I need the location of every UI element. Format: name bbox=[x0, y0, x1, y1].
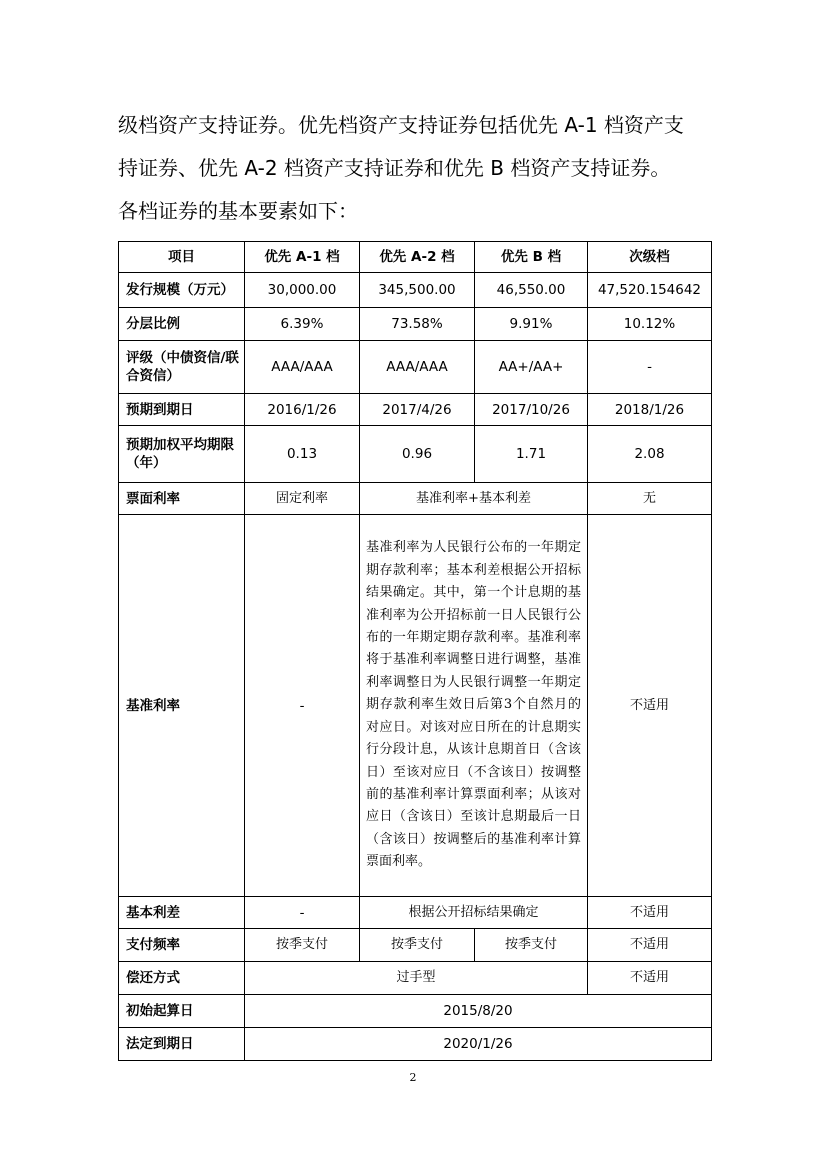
header-subordinated: 次级档 bbox=[588, 242, 712, 273]
header-senior-a1: 优先 A-1 档 bbox=[245, 242, 360, 273]
cell-sub: 10.12% bbox=[588, 308, 712, 341]
row-label: 评级（中债资信/联合资信） bbox=[119, 341, 245, 394]
cell-sub: 2018/1/26 bbox=[588, 394, 712, 426]
cell-a1: 按季支付 bbox=[245, 929, 360, 962]
cell-sub: 2.08 bbox=[588, 426, 712, 483]
cell-a2: 2017/4/26 bbox=[360, 394, 475, 426]
table-row-legal-maturity bbox=[119, 1028, 712, 1061]
table-row-tranche-ratio bbox=[119, 308, 712, 341]
cell-a2-b: 基准利率为人民银行公布的一年期定期存款利率；基本利差根据公开招标结果确定。其中，第一个计息期的基准利率为公开招标前一日人民银行公布的一年期定期存款利率。基准利率将于基准利率调整日进行调整，基准利率调整日为人民银行调整一年期定期存款利率生效日后第3个自然月的对应日。对该对应日所在的计息期实行分段计息，从该计息期首日（含该日）至该对应日（不含该日）按调整前的基准利率计算票面利率；从该对应日（含该日）至该计息期最后一日（含该日）按调整后的基准利率计算票面利率。 bbox=[360, 515, 588, 897]
cell-b: 46,550.00 bbox=[475, 273, 588, 308]
table-row-expected-maturity bbox=[119, 394, 712, 426]
header-senior-a2: 优先 A-2 档 bbox=[360, 242, 475, 273]
cell-b: 9.91% bbox=[475, 308, 588, 341]
row-label: 初始起算日 bbox=[119, 995, 245, 1028]
cell-value: 2020/1/26 bbox=[245, 1028, 712, 1061]
intro-line-3: 各档证券的基本要素如下： bbox=[118, 199, 358, 223]
cell-a2: AAA/AAA bbox=[360, 341, 475, 394]
header-senior-b: 优先 B 档 bbox=[475, 242, 588, 273]
cell-a1: AAA/AAA bbox=[245, 341, 360, 394]
tranche-spec-table bbox=[118, 241, 712, 1061]
cell-sub: - bbox=[588, 341, 712, 394]
cell-sub: 不适用 bbox=[588, 897, 712, 929]
row-label: 分层比例 bbox=[119, 308, 245, 341]
cell-a1: 0.13 bbox=[245, 426, 360, 483]
cell-sub: 无 bbox=[588, 483, 712, 515]
row-label: 偿还方式 bbox=[119, 962, 245, 995]
row-label: 基准利率 bbox=[119, 515, 245, 897]
cell-b: 1.71 bbox=[475, 426, 588, 483]
intro-line-2: 持证券、优先 A-2 档资产支持证券和优先 B 档资产支持证券。 bbox=[118, 156, 671, 180]
cell-b: 按季支付 bbox=[475, 929, 588, 962]
cell-a2-b: 基准利率+基本利差 bbox=[360, 483, 588, 515]
table-row-wal bbox=[119, 426, 712, 483]
cell-senior: 过手型 bbox=[245, 962, 588, 995]
cell-b: 2017/10/26 bbox=[475, 394, 588, 426]
cell-a2: 0.96 bbox=[360, 426, 475, 483]
table-header-row bbox=[119, 242, 712, 273]
row-label: 法定到期日 bbox=[119, 1028, 245, 1061]
cell-a1: 30,000.00 bbox=[245, 273, 360, 308]
table-row-base-rate bbox=[119, 515, 712, 897]
cell-sub: 不适用 bbox=[588, 929, 712, 962]
cell-value: 2015/8/20 bbox=[245, 995, 712, 1028]
table-row-spread bbox=[119, 897, 712, 929]
cell-a1: 2016/1/26 bbox=[245, 394, 360, 426]
header-item: 项目 bbox=[119, 242, 245, 273]
cell-a2-b: 根据公开招标结果确定 bbox=[360, 897, 588, 929]
cell-b: AA+/AA+ bbox=[475, 341, 588, 394]
row-label: 支付频率 bbox=[119, 929, 245, 962]
cell-a1: - bbox=[245, 897, 360, 929]
cell-a2: 345,500.00 bbox=[360, 273, 475, 308]
table-row-repayment bbox=[119, 962, 712, 995]
cell-sub: 47,520.154642 bbox=[588, 273, 712, 308]
row-label: 预期到期日 bbox=[119, 394, 245, 426]
cell-a2: 按季支付 bbox=[360, 929, 475, 962]
row-label: 预期加权平均期限（年） bbox=[119, 426, 245, 483]
cell-a1: - bbox=[245, 515, 360, 897]
table-row-issue-size bbox=[119, 273, 712, 308]
cell-a2: 73.58% bbox=[360, 308, 475, 341]
cell-sub: 不适用 bbox=[588, 515, 712, 897]
intro-paragraph bbox=[118, 104, 718, 233]
cell-a1: 6.39% bbox=[245, 308, 360, 341]
page-number: 2 bbox=[409, 1071, 417, 1084]
row-label: 基本利差 bbox=[119, 897, 245, 929]
table-row-pay-frequency bbox=[119, 929, 712, 962]
intro-line-1: 级档资产支持证券。优先档资产支持证券包括优先 A-1 档资产支 bbox=[118, 113, 684, 137]
cell-a1: 固定利率 bbox=[245, 483, 360, 515]
table-row-rating bbox=[119, 341, 712, 394]
row-label: 票面利率 bbox=[119, 483, 245, 515]
cell-sub: 不适用 bbox=[588, 962, 712, 995]
table-row-start-date bbox=[119, 995, 712, 1028]
row-label: 发行规模（万元） bbox=[119, 273, 245, 308]
table-row-coupon bbox=[119, 483, 712, 515]
